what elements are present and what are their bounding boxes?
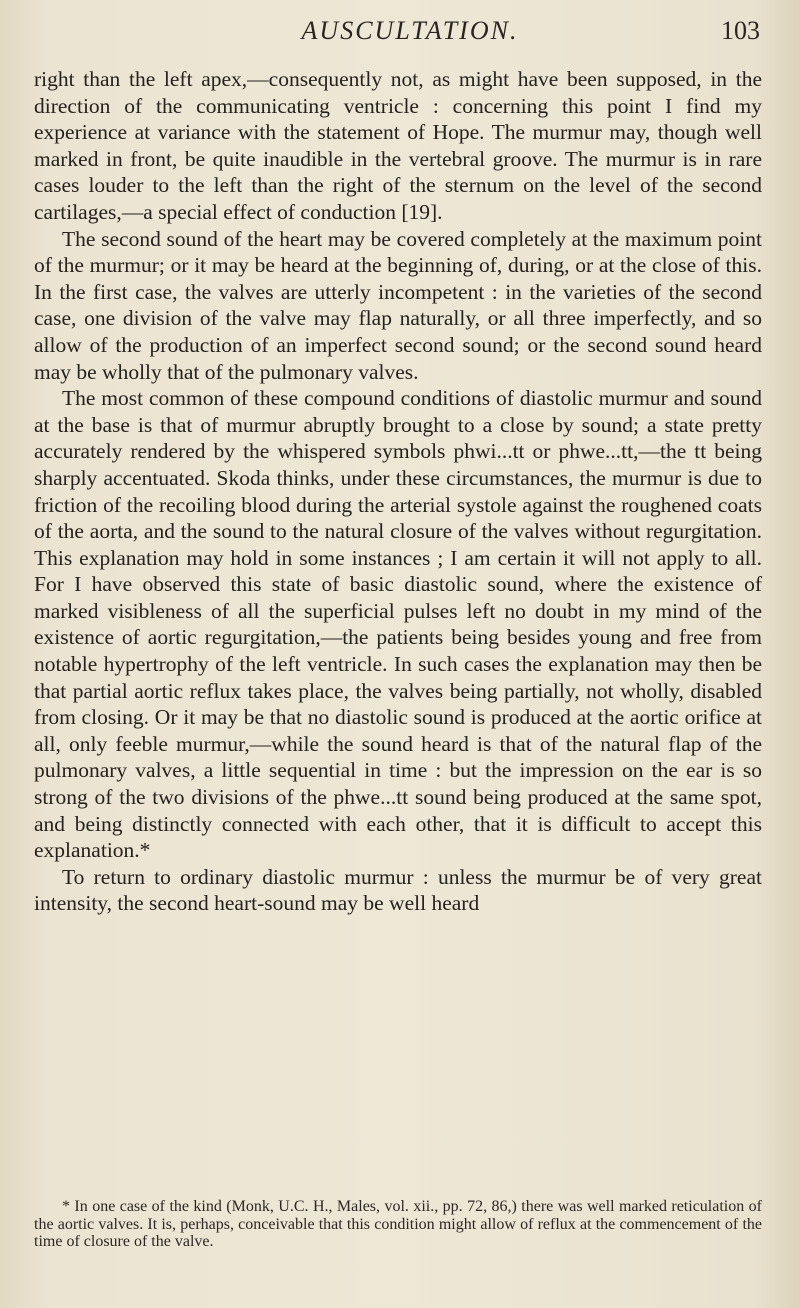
paragraph-2: The second sound of the heart may be covered completely at the maximum point of the murmur; or it may be heard at the beginning of, during, or at the close of this. In the first case, the valves are utterly incompetent : in the varieties of the second case, one division of the valve may flap naturally, or all three imperfectly, and so allow of the production of an imperfect second sound; or the second sound heard may be wholly that of the pulmonary valves. bbox=[34, 226, 762, 384]
running-head: AUSCULTATION. bbox=[301, 16, 519, 45]
footnote-text: * In one case of the kind (Monk, U.C. H., Males, vol. xii., pp. 72, 86,) there was well marked reticulation of the aortic valves. It is, perhaps, conceivable that this condition might allow of reflux at the commencement of the time of closure of the valve. bbox=[34, 1198, 762, 1250]
paragraph-4: To return to ordinary diastolic murmur : unless the murmur be of very great intensity, the second heart-sound may be well heard bbox=[34, 864, 762, 916]
page-header bbox=[60, 16, 760, 56]
body-text bbox=[34, 66, 762, 917]
page-number: 103 bbox=[721, 16, 760, 45]
paragraph-3: The most common of these compound conditions of diastolic murmur and sound at the base is that of murmur abruptly brought to a close by sound; a state pretty accurately rendered by the whispered symbols phwi...tt or phwe...tt,—the tt being sharply accentuated. Skoda thinks, under these circumstances, the murmur is due to friction of the recoiling blood during the arterial systole against the roughened coats of the aorta, and the sound to the natural closure of the valves without regurgitation. This explanation may hold in some instances ; I am certain it will not apply to all. For I have observed this state of basic diastolic sound, where the existence of marked visibleness of all the superficial pulses left no doubt in my mind of the existence of aortic regurgitation,—the patients being besides young and free from notable hypertrophy of the left ventricle. In such cases the explanation may then be that partial aortic reflux takes place, the valves being partially, not wholly, disabled from closing. Or it may be that no diastolic sound is produced at the aortic orifice at all, only feeble murmur,—while the sound heard is that of the natural flap of the pulmonary valves, a little sequential in time : but the impression on the ear is so strong of the two divisions of the phwe...tt sound being produced at the same spot, and being distinctly connected with each other, that it is difficult to accept this explanation.* bbox=[34, 386, 762, 863]
paragraph-1: right than the left apex,—consequently not, as might have been supposed, in the direction of the communicating ventricle : concerning this point I find my experience at variance with the statement of Hope. The murmur may, though well marked in front, be quite inaudible in the vertebral groove. The murmur is in rare cases louder to the left than the right of the sternum on the level of the second cartilages,—a special effect of conduction [19]. bbox=[34, 67, 762, 224]
footnote bbox=[34, 1198, 762, 1251]
